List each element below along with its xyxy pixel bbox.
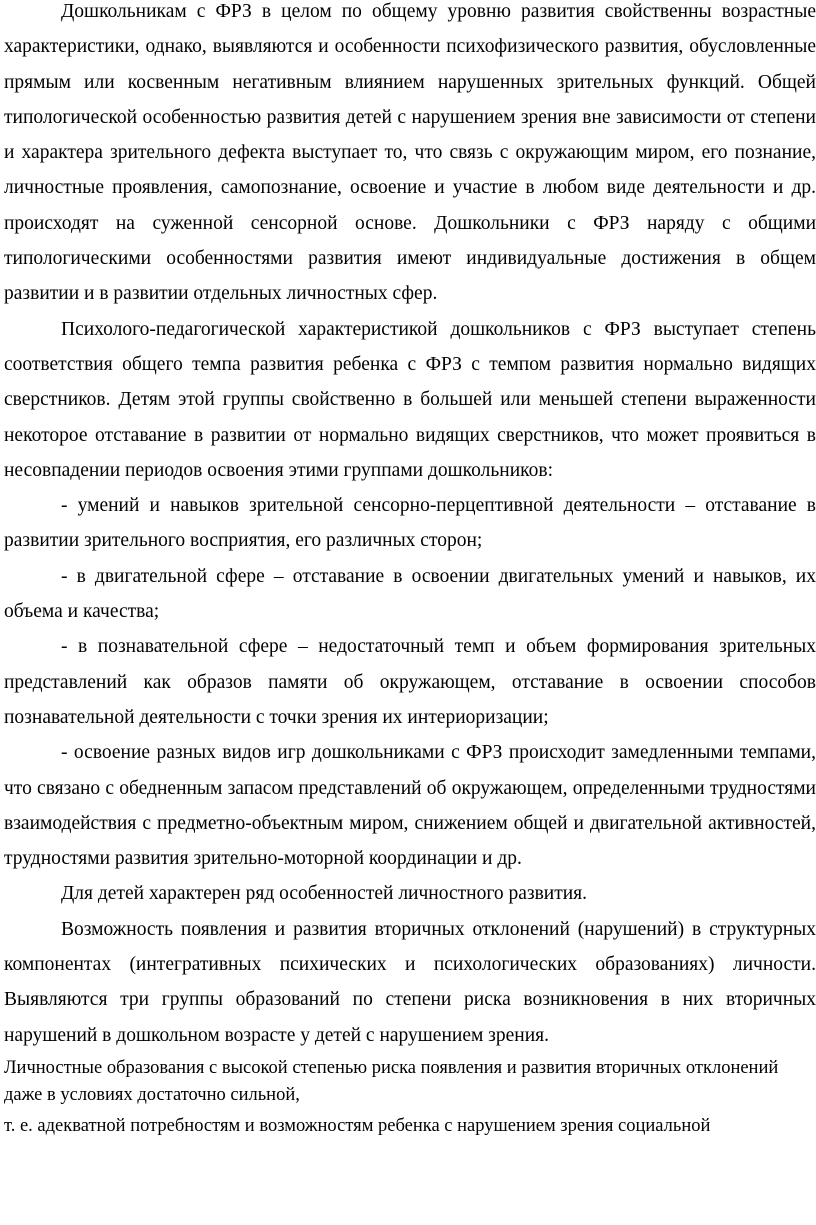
paragraph-pedagogical-characteristics: Психолого-педагогической характеристикой дошкольников с ФРЗ выступает степень соответствия общего темпа развития ребенка с ФРЗ с темпом развития нормально видящих сверстников. Детям этой группы свойственно в большей или меньшей степени выраженности некоторое отставание в развитии от нормально видящих сверстников, что может проявиться в несовпадении периодов освоения этими группами дошкольников:	[4, 318, 816, 481]
paragraph-general-characteristics: Дошкольникам с ФРЗ в целом по общему уровню развития свойственны возрастные характеристики, однако, выявляются и особенности психофизического развития, обусловленные прямым или косвенным негативным влиянием нарушенных зрительных функций. Общей типологической особенностью развития детей с нарушением зрения вне зависимости от степени и характера зрительного дефекта выступает то, что связь с окружающим миром, его познание, личностные проявления, самопознание, освоение и участие в любом виде деятельности и др. происходят на суженной сенсорной основе. Дошкольники с ФРЗ наряду с общими типологическими особенностями развития имеют индивидуальные достижения в общем развитии и в развитии отдельных личностных сфер.	[4, 1, 816, 305]
paragraph-high-risk-formations: Личностные образования с высокой степенью риска появления и развития вторичных отклонений даже в условиях достаточно сильной,	[4, 1057, 779, 1105]
paragraph-adequate-needs: т. е. адекватной потребностям и возможностям ребенка с нарушением зрения социальной	[4, 1115, 711, 1136]
paragraph-secondary-deviations: Возможность появления и развития вторичных отклонений (нарушений) в структурных компонентах (интегративных психических и психологических образованиях) личности. Выявляются три группы образований по степени риска возникновения в них вторичных нарушений в дошкольном возрасте у детей с нарушением зрения.	[4, 918, 816, 1046]
list-item-motor-sphere: - в двигательной сфере – отставание в освоении двигательных умений и навыков, их объема и качества;	[4, 565, 816, 623]
list-item-visual-skills: - умений и навыков зрительной сенсорно-перцептивной деятельности – отставание в развитии зрительного восприятия, его различных сторон;	[4, 495, 816, 552]
list-item-games: - освоение разных видов игр дошкольниками с ФРЗ происходит замедленными темпами, что связано с обедненным запасом представлений об окружающем, определенными трудностями взаимодействия с предметно-объектным миром, снижением общей и двигательной активностей, трудностями развития зрительно-моторной координации и др.	[4, 742, 816, 870]
list-item-cognitive-sphere: - в познавательной сфере – недостаточный темп и объем формирования зрительных представлений как образов памяти об окружающем, отставание в освоении способов познавательной деятельности с точки зрения их интериоризации;	[4, 636, 816, 728]
paragraph-personal-development: Для детей характерен ряд особенностей личностного развития.	[61, 883, 588, 905]
